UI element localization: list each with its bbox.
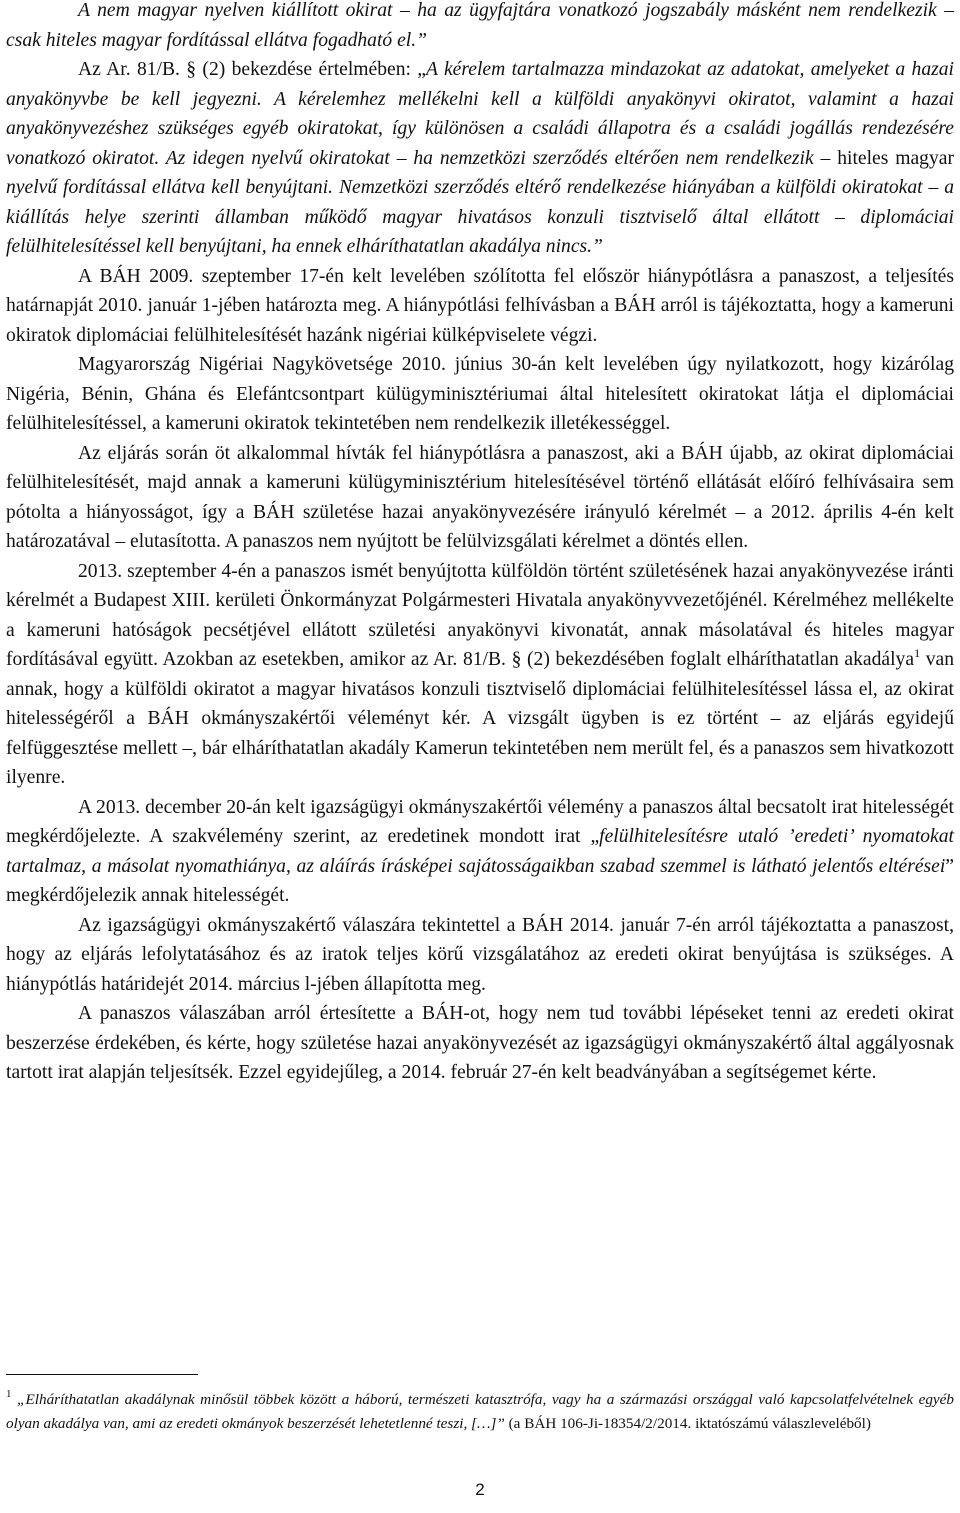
footnote-reference: 1 — [914, 646, 921, 660]
italic-text-run: A kérelem tartalmazza mindazokat az adatokat, amelyeket a hazai anyakönyvbe be kell jegyezni. A kérelemhez mellékelni kell a külföldi anyakönyvi okiratot, valamint a hazai anyakönyvezéshez szükséges egyéb okiratokat, így különösen a családi állapotra és a családi jogállás rendezésére vonatkozó okiratot. — [6, 59, 954, 169]
paragraph — [6, 0, 954, 55]
text-run: Magyarország Nigériai Nagykövetsége 2010. június 30-án kelt levelében úgy nyilatkozott, hogy kizárólag Nigéria, Bénin, Ghána és Elefántcsontpart külügyminisztériumai által hitelesített okiratokat látja el diplomáciai felülhitelesítéssel, a kameruni okiratok tekintetében nem rendelkezik illetékességgel. — [6, 354, 954, 434]
paragraph — [6, 793, 954, 911]
text-run: (a BÁH 106-Ji-18354/2/2014. iktatószámú válaszleveléből) — [504, 1414, 871, 1432]
italic-text-run: A nem magyar nyelven kiállított okirat – ha az ügyfajtára vonatkozó jogszabály másként nem rendelkezik – csak hiteles magyar fordítással ellátva fogadható el.” — [6, 0, 954, 51]
text-run: Az Ar. 81/B. § (2) bekezdése értelmében: „ — [78, 59, 426, 80]
paragraph — [6, 999, 954, 1088]
text-run: hiteles magyar — [837, 147, 954, 169]
text-run: Az igazságügyi okmányszakértő válaszára tekintettel a BÁH 2014. január 7-én arról tájékoztatta a panaszost, hogy az eljárás lefolytatásához és az iratok teljes körű vizsgálatához az eredeti okirat benyújtása is szükséges. A hiánypótlás határidejét 2014. március l-jében állapította meg. — [6, 914, 954, 995]
footnote-separator — [6, 1374, 198, 1375]
text-run: Az eljárás során öt alkalommal hívták fel hiánypótlásra a panaszost, aki a BÁH újabb, az okirat diplomáciai felülhitelesítését, majd annak a kameruni külügyminisztérium hitelesítésével történő ellátását előíró felhívásaira sem pótolta a hiányosságot, így a BÁH születése hazai anyakönyvezésére irányuló kérelmét – a 2012. április 4-én kelt határozatával – elutasította. A panaszos nem nyújtott be felülvizsgálati kérelmet a döntés ellen. — [6, 442, 954, 552]
text-run: A panaszos válaszában arról értesítette a BÁH-ot, hogy nem tud további lépéseket tenni az eredeti okirat beszerzése érdekében, és kérte, hogy születése hazai anyakönyvezését az igazságügyi okmányszakértő által aggályosnak tartott irat alapján teljesítsék. Ezzel egyidejűleg, a 2014. február 27-én kelt beadványában a segítségemet kérte. — [6, 1003, 954, 1083]
text-run: van annak, hogy a külföldi okiratot a magyar hivatásos konzuli tisztviselő diplomáciai felülhitelesítéssel lássa el, az okirat hitelességéről a BÁH okmányszakértői véleményt kér. A vizsgált ügyben is ez történt – az eljárás egyidejű felfüggesztése mellett –, bár elháríthatatlan akadály Kamerun tekintetében nem merült fel, és a panaszos sem hivatkozott ilyenre. — [6, 649, 954, 788]
text-run: A 2013. december 20-án kelt igazságügyi okmányszakértői vélemény a panaszos által becsatolt irat hitelességét megkérdőjelezte. A szakvélemény szerint, az eredetinek mondott irat „ — [6, 796, 954, 847]
footnote-text — [6, 1391, 954, 1432]
italic-text-run: Az idegen nyelvű okiratokat – ha nemzetközi szerződés eltérően nem rendelkezik – — [159, 147, 838, 169]
footnote — [6, 1388, 954, 1435]
paragraph — [6, 557, 954, 793]
text-run: ” megkérdőjelezik annak hitelességét. — [6, 855, 954, 906]
italic-text-run: „Elháríthatatlan akadálynak minősül többek között a háború, természeti katasztrófa, vagy ha a származási országgal való kapcsolatfelvételnek egyéb olyan akadálya van, ami az eredeti okmányok beszerzését lehetetlenné teszi, […]” — [6, 1391, 955, 1432]
italic-text-run: felülhitelesítésre utaló ’eredeti’ nyomatokat tartalmaz, a másolat nyomathiánya, az aláírás írásképei sajátosságaikban szabad szemmel is látható jelentős eltérései — [6, 826, 954, 877]
page-number: 2 — [475, 1480, 485, 1499]
paragraph — [6, 911, 954, 1000]
body-text — [6, 0, 954, 1088]
text-run: A BÁH 2009. szeptember 17-én kelt levelében szólította fel először hiánypótlásra a panaszost, a teljesítés határnapját 2010. január 1-jében határozta meg. A hiánypótlási felhívásban a BÁH arról is tájékoztatta, hogy a kameruni okiratok diplomáciai felülhitelesítését hazánk nigériai külképviselete végzi. — [6, 265, 954, 346]
paragraph — [6, 439, 954, 557]
paragraph — [6, 350, 954, 439]
paragraph — [6, 262, 954, 351]
paragraph — [6, 55, 954, 262]
italic-text-run: nyelvű fordítással ellátva kell benyújtani. Nemzetközi szerződés eltérő rendelkezése hiányában a külföldi okiratokat – a kiállítás helye szerinti államban működő magyar hivatásos konzuli tisztviselő által ellátott – diplomáciai felülhitelesítéssel kell benyújtani, ha ennek elháríthatatlan akadálya nincs.” — [6, 177, 954, 257]
footnote-marker: 1 — [6, 1388, 12, 1400]
text-run: 2013. szeptember 4-én a panaszos ismét benyújtotta külföldön történt születésének hazai anyakönyvezése iránti kérelmét a Budapest XIII. kerületi Önkormányzat Polgármesteri Hivatala anyakönyvvezetőjénél. Kérelméhez mellékelte a kameruni hatóságok pecsétjével ellátott születési anyakönyvi kivonatát, annak másolatával és hiteles magyar fordításával együtt. Azokban az esetekben, amikor az Ar. 81/B. § (2) bekezdésében foglalt elháríthatatlan akadálya — [6, 560, 954, 670]
